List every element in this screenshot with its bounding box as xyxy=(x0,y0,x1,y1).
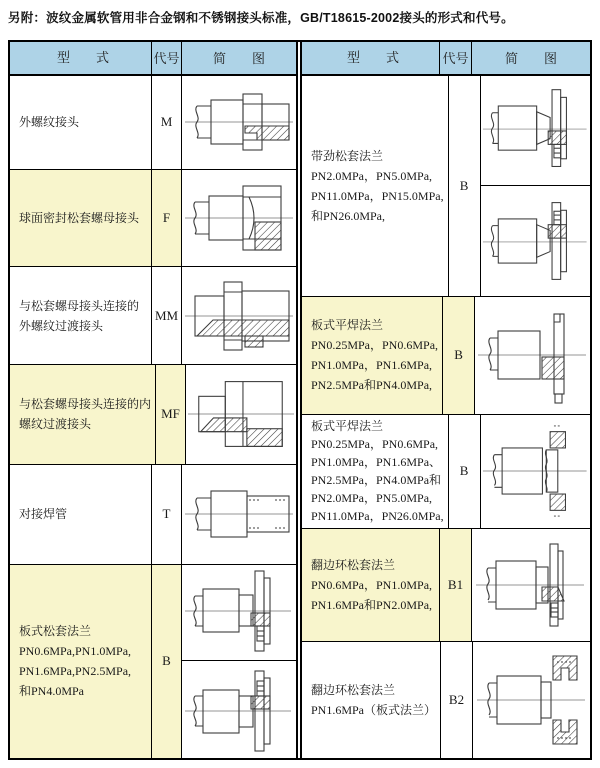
table-row xyxy=(302,297,590,415)
code-cell: B xyxy=(449,76,481,296)
diagram-cell xyxy=(182,170,296,267)
table-row xyxy=(10,365,296,465)
diagram-cell xyxy=(182,267,296,364)
diagram-cell xyxy=(473,642,590,758)
table-row xyxy=(302,76,590,297)
header-diagram-right: 简 图 xyxy=(472,42,590,74)
table-row xyxy=(302,529,590,643)
header-type-right: 型 式 xyxy=(302,42,440,74)
code-cell: F xyxy=(152,170,182,267)
plate-flat-weld-flange-diagram xyxy=(476,300,590,410)
diagram-sub-cell xyxy=(182,661,296,758)
code-cell: B xyxy=(443,297,475,414)
type-cell: 外螺纹接头 xyxy=(10,76,152,169)
header-type-left: 型 式 xyxy=(10,42,152,74)
spherical-seal-loose-nut-fitting-diagram xyxy=(183,172,295,264)
header-row-right xyxy=(302,42,590,76)
code-cell: B xyxy=(449,415,481,528)
plate-loose-flange-variant-diagram xyxy=(183,666,295,754)
type-cell: 与松套螺母接头连接的内 螺纹过渡接头 xyxy=(10,365,156,464)
butt-weld-pipe-diagram xyxy=(183,467,295,561)
male-thread-adapter-diagram xyxy=(183,270,295,362)
diagram-sub-cell xyxy=(481,186,590,296)
header-code-right: 代号 xyxy=(440,42,472,74)
male-threaded-fitting-diagram xyxy=(183,78,295,166)
table-row xyxy=(302,415,590,529)
necked-loose-flange-diagram xyxy=(481,82,590,178)
diagram-cell xyxy=(475,297,590,414)
diagram-cell xyxy=(182,565,296,758)
diagram-cell xyxy=(481,76,590,296)
diagram-sub-cell xyxy=(481,76,590,186)
diagram-sub-cell xyxy=(182,565,296,662)
type-cell: 与松套螺母接头连接的 外螺纹过渡接头 xyxy=(10,267,152,364)
type-cell: 翻边环松套法兰 PN0.6MPa，PN1.0MPa, PN1.6MPa和PN2.0MPa, xyxy=(302,529,440,642)
flared-collar-plate-flange-diagram xyxy=(475,646,589,754)
code-cell: B2 xyxy=(441,642,473,758)
code-cell: B xyxy=(152,565,182,758)
table-right-half xyxy=(300,42,590,758)
diagram-cell xyxy=(182,465,296,564)
necked-loose-flange-variant-diagram xyxy=(481,193,590,289)
diagram-cell xyxy=(472,529,590,642)
document-title: 另附：波纹金属软管用非合金钢和不锈钢接头标准，GB/T18615-2002接头的形式和代号。 xyxy=(8,11,514,25)
header-row-left xyxy=(10,42,296,76)
code-cell: B1 xyxy=(440,529,472,642)
plate-loose-flange-diagram xyxy=(183,568,295,656)
table-row xyxy=(10,267,296,365)
code-cell: MM xyxy=(152,267,182,364)
female-thread-adapter-diagram xyxy=(186,367,296,461)
type-cell: 板式平焊法兰 PN0.25MPa，PN0.6MPa, PN1.0MPa，PN1.6MPa, PN2.5MPa和PN4.0MPa, xyxy=(302,297,443,414)
code-cell: MF xyxy=(156,365,186,464)
code-cell: T xyxy=(152,465,182,564)
type-cell: 板式平焊法兰 PN0.25MPa，PN0.6MPa, PN1.0MPa，PN1.6MPa、 PN2.5MPa，PN4.0MPa和 PN2.0MPa，PN5.0MPa, PN11.0MPa，PN26.0MPa, xyxy=(302,415,449,528)
diagram-cell xyxy=(186,365,296,464)
type-cell: 球面密封松套螺母接头 xyxy=(10,170,152,267)
header-diagram-left: 简 图 xyxy=(182,42,296,74)
diagram-cell xyxy=(182,76,296,169)
table-row xyxy=(302,642,590,758)
type-cell: 对接焊管 xyxy=(10,465,152,564)
type-cell: 板式松套法兰 PN0.6MPa,PN1.0MPa, PN1.6MPa,PN2.5MPa, 和PN4.0MPa xyxy=(10,565,152,758)
type-cell: 带劲松套法兰 PN2.0MPa，PN5.0MPa, PN11.0MPa，PN15.0MPa, 和PN26.0MPa, xyxy=(302,76,449,296)
table-row xyxy=(10,76,296,170)
code-cell: M xyxy=(152,76,182,169)
type-cell: 翻边环松套法兰 PN1.6MPa（板式法兰） xyxy=(302,642,441,758)
fittings-table xyxy=(8,40,592,760)
table-row xyxy=(10,565,296,758)
table-row xyxy=(10,170,296,268)
table-row xyxy=(10,465,296,565)
welded-neck-flange-diagram xyxy=(481,418,590,524)
table-left-half xyxy=(10,42,298,758)
flared-collar-loose-flange-diagram xyxy=(474,532,588,638)
header-code-left: 代号 xyxy=(152,42,182,74)
diagram-cell xyxy=(481,415,590,528)
